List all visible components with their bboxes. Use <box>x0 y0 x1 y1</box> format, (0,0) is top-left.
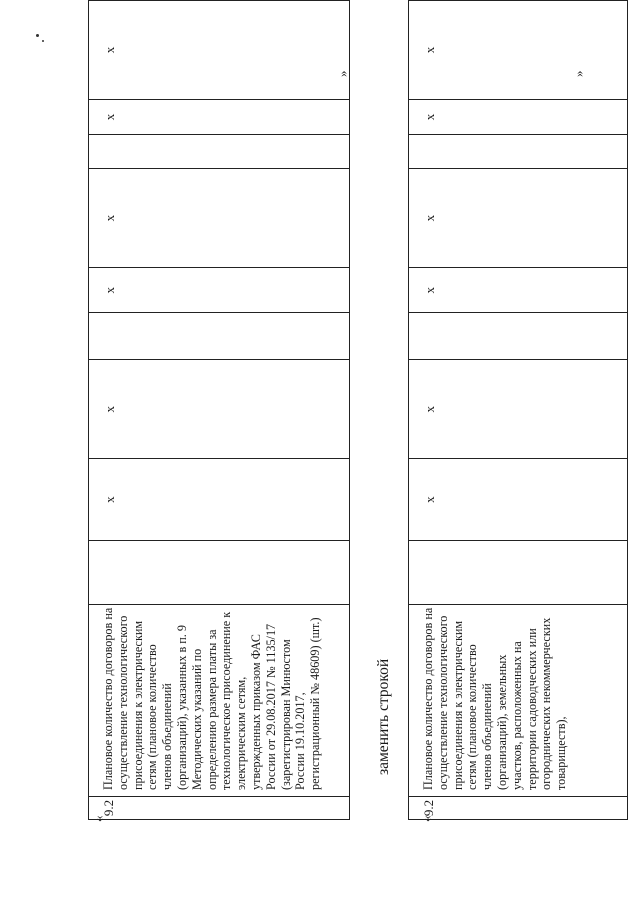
cell-value: x <box>102 214 117 222</box>
closing-quote: » <box>571 70 586 77</box>
cell-value: x <box>102 113 117 121</box>
opening-quote: « <box>419 815 434 822</box>
table-cell <box>89 169 350 268</box>
table-cell <box>89 459 350 541</box>
cell-value: x <box>422 214 437 222</box>
table-cell <box>89 313 350 360</box>
cell-value <box>89 313 102 359</box>
row-description: Плановое количество договоров на осуществление технологического присоединения к электрическим сетям (плановое количество членов объединений (организаций), земельных участков, расположенных на территории садоводческих или огороднических некоммерческих товариществ), <box>421 607 569 791</box>
row-description: Плановое количество договоров на осуществление технологического присоединения к электрическим сетям (плановое количество членов объединений (организаций), указанных в п. 9 Методических указаний по определению размера платы за технологическое присоединение к электрическим сетям, утвержденных приказом ФАС России от 29.08.2017 № 1135/17 (зарегистрирован Минюстом России 19.10.2017, регистрационный № 48609) (шт.) <box>101 607 323 791</box>
cell-value <box>409 313 422 359</box>
empty-cell <box>89 541 350 605</box>
row-number: 9.2 <box>101 799 116 817</box>
cell-value: x <box>102 46 117 54</box>
table-cell <box>409 360 628 459</box>
cell-value <box>89 135 102 168</box>
row-number-cell <box>409 797 628 820</box>
cell-value: x <box>422 46 437 54</box>
cell-value <box>409 135 422 168</box>
table-cell <box>409 1 628 100</box>
row-description-cell <box>89 605 350 797</box>
row-description-cell <box>409 605 628 797</box>
table-cell <box>409 135 628 169</box>
table-cell <box>89 135 350 169</box>
cell-value: x <box>422 496 437 503</box>
table-cell <box>89 1 350 100</box>
cell-value: x <box>102 287 117 294</box>
scan-speck <box>42 40 44 42</box>
table-row-old <box>88 0 350 820</box>
table-row-new <box>408 0 628 820</box>
cell-value: x <box>422 406 437 413</box>
table-cell <box>409 169 628 268</box>
table-cell <box>409 313 628 360</box>
closing-quote: » <box>335 70 350 77</box>
table-cell <box>89 360 350 459</box>
cell-value: x <box>422 113 437 121</box>
table-cell <box>89 268 350 313</box>
table-cell <box>409 268 628 313</box>
opening-quote: « <box>91 815 106 822</box>
replace-instruction: заменить строкой <box>375 658 392 775</box>
row-number: 9.2 <box>421 799 436 817</box>
scan-speck <box>36 34 39 37</box>
row-number-cell <box>89 797 350 820</box>
table-cell <box>409 459 628 541</box>
table-cell <box>409 99 628 134</box>
cell-value: x <box>102 496 117 503</box>
table-cell <box>89 99 350 134</box>
cell-value: x <box>422 287 437 294</box>
empty-cell <box>409 541 628 605</box>
cell-value: x <box>102 406 117 413</box>
